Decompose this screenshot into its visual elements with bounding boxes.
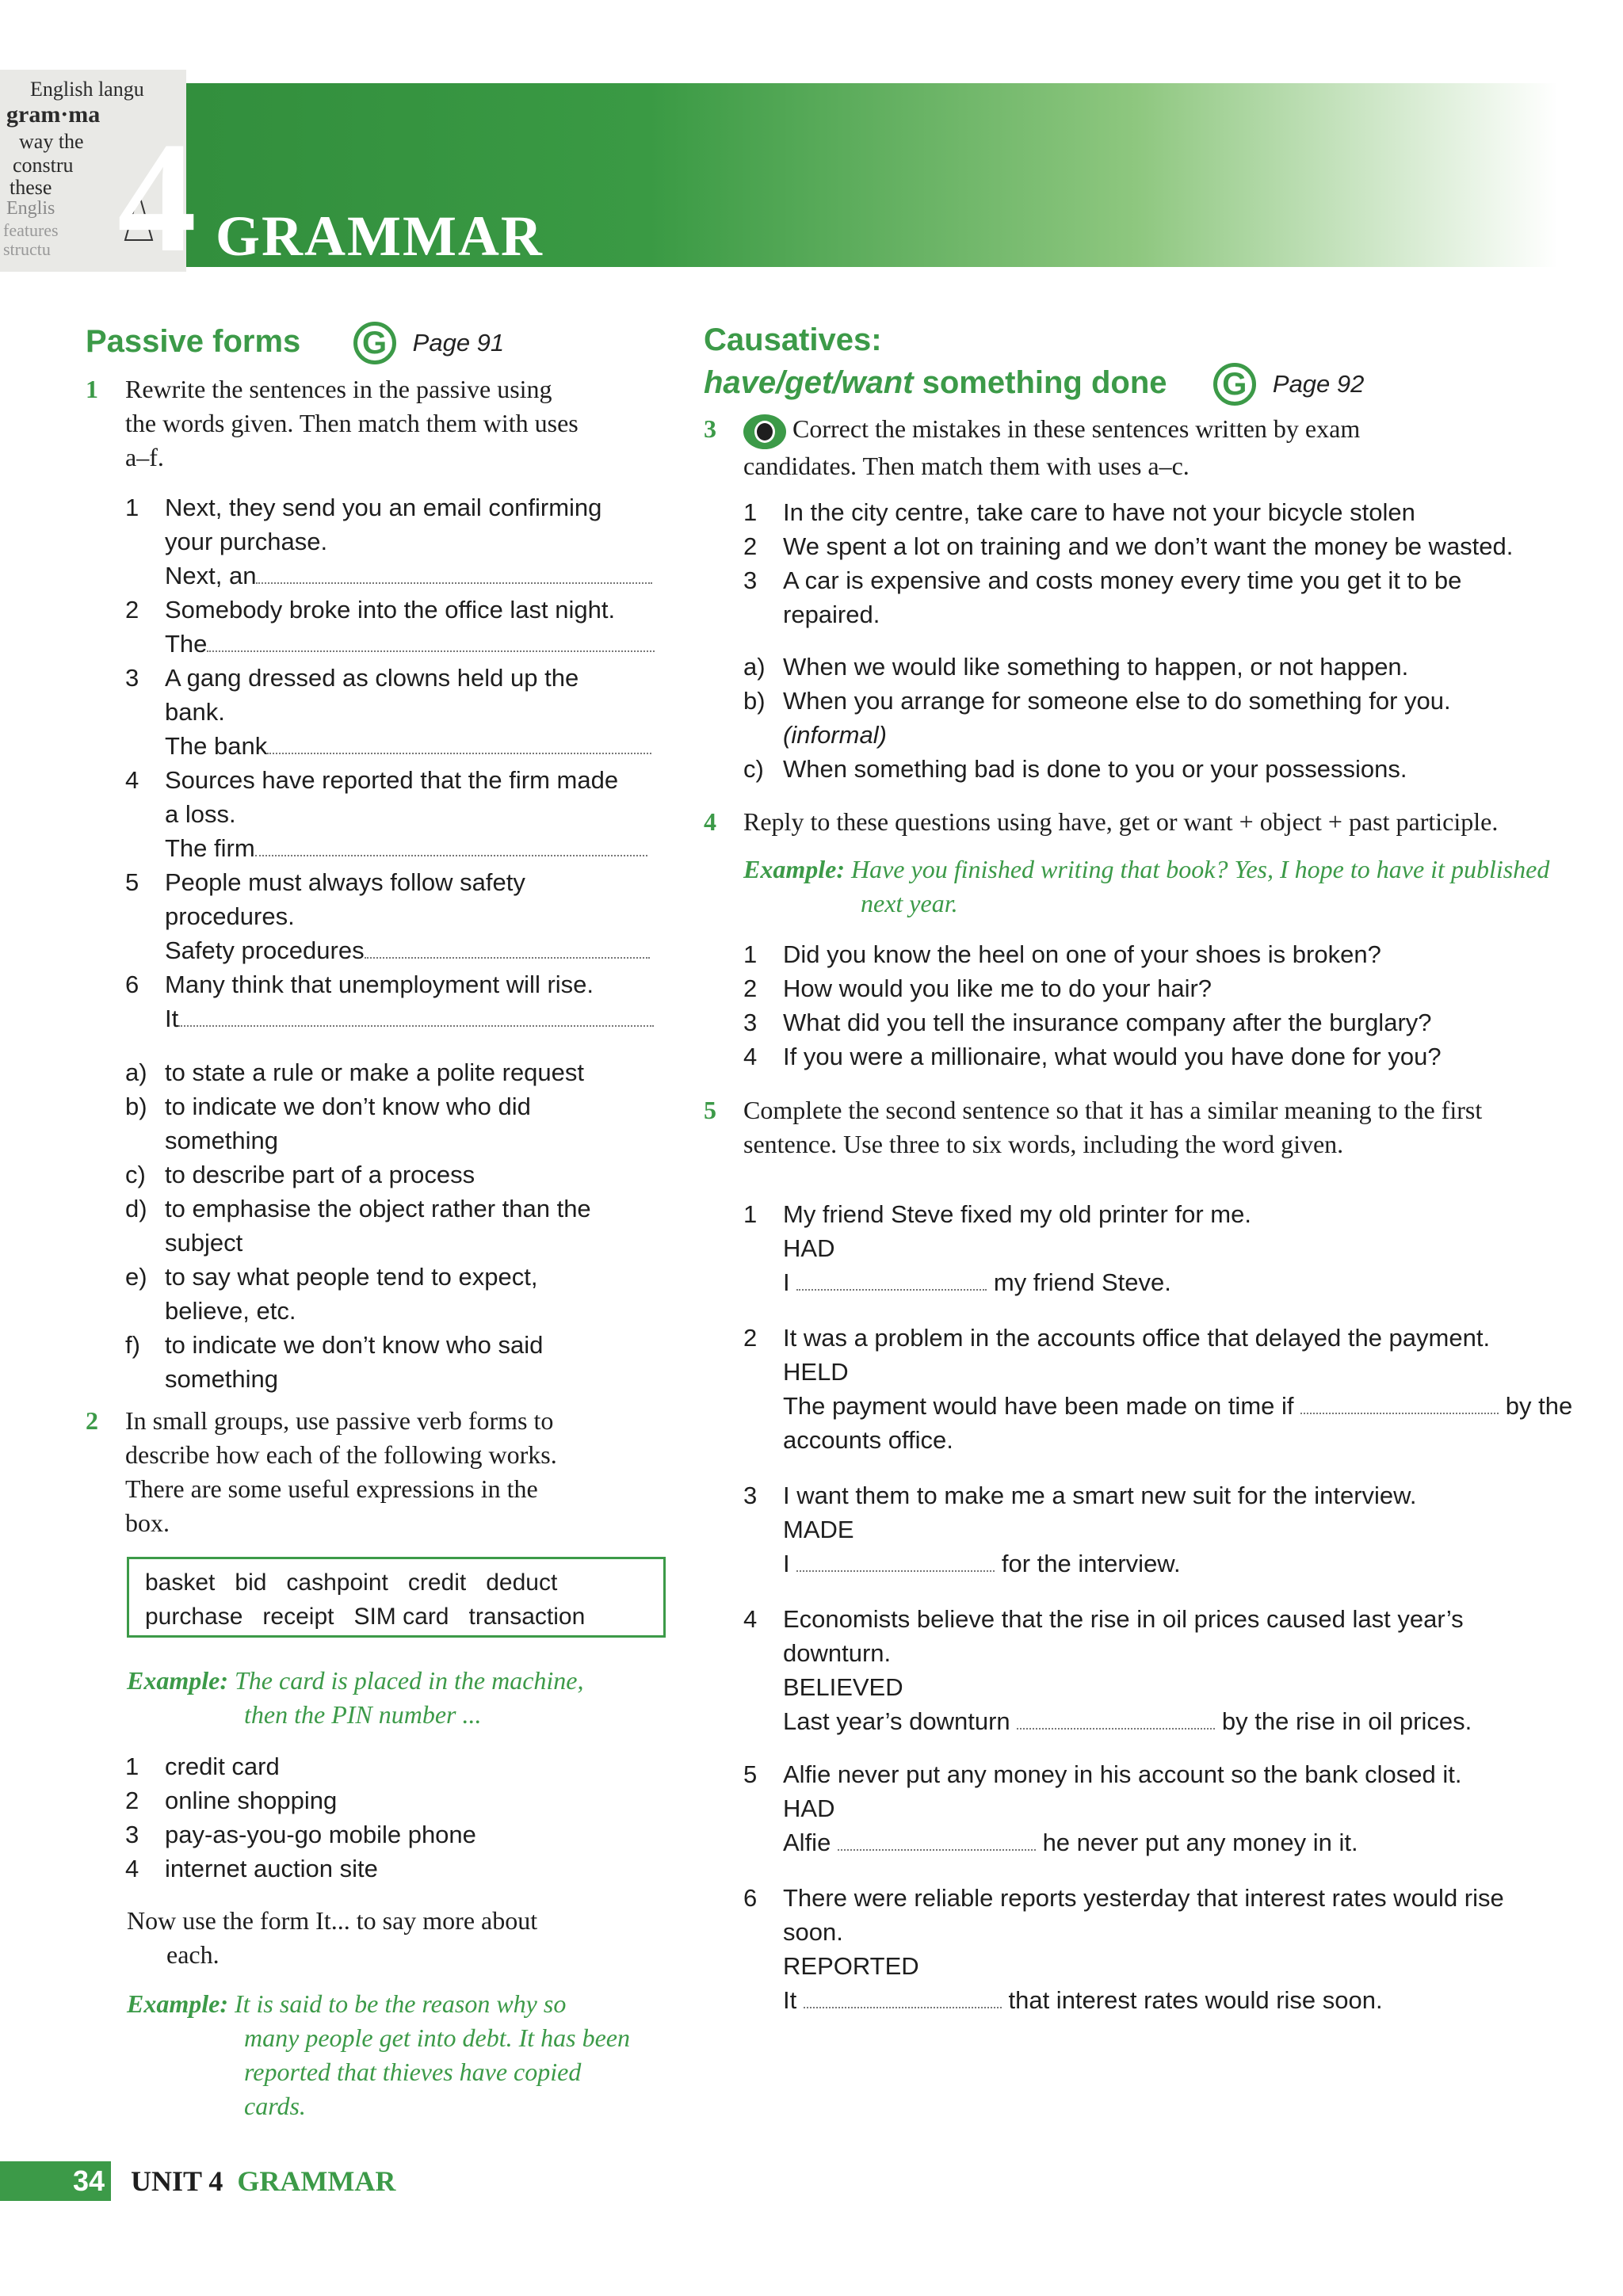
list-item: 1 Did you know the heel on one of your shoes is broken? xyxy=(743,940,1381,968)
exercise-2-items xyxy=(125,1749,680,1886)
answer-line[interactable]: The xyxy=(125,627,680,661)
dict-line: these xyxy=(10,176,52,199)
key-word: MADE xyxy=(783,1516,854,1543)
exercise-1-instructions: Rewrite the sentences in the passive using the words given. Then match them with uses a–f. xyxy=(125,375,579,471)
unit-number: 4 xyxy=(117,110,197,285)
exercise-2-followup: Now use the form It... to say more about each. xyxy=(127,1906,538,1969)
exercise-3-items: 1 In the city centre, take care to have not your bicycle stolen 2 We spent a lot on training and we don’t want the money be wasted. 3 A car is expensive and costs money every time you get it to be repaired. xyxy=(743,495,1615,631)
exercise-3-uses: a) When we would like something to happen, or not happen. b) When you arrange for someone else to do something for you. (informal) c) When something bad is done to you or your possessions. xyxy=(743,653,1451,783)
list-item: 4 internet auction site xyxy=(125,1855,378,1882)
answer-line[interactable]: It that interest rates would rise soon. xyxy=(783,1986,1383,2014)
list-item: 3 pay-as-you-go mobile phone xyxy=(125,1821,476,1848)
list-item: 6 Many think that unemployment will rise. xyxy=(125,971,594,998)
answer-line[interactable]: I for the interview. xyxy=(783,1550,1181,1577)
exercise-1-number: 1 xyxy=(86,375,98,403)
page-number: 34 xyxy=(0,2161,111,2201)
grammar-reference-icon: G xyxy=(353,322,396,364)
exercise-5-instructions: Complete the second sentence so that it has a similar meaning to the first sentence. Use three to six words, including the word given. xyxy=(743,1096,1483,1158)
dict-line: constru xyxy=(13,154,74,177)
exercise-2-example-2: Example: It is said to be the reason why so many people get into debt. It has been reported that thieves have copied cards. xyxy=(127,1989,630,2120)
exercise-5-item-3: 3 I want them to make me a smart new suit for the interview. MADE I for the interview. xyxy=(743,1478,1615,1581)
exercise-2-example: Example: The card is placed in the machine, then the PIN number ... xyxy=(127,1666,584,1729)
list-item: 3 What did you tell the insurance company after the burglary? xyxy=(743,1009,1432,1036)
list-item: 3 A car is expensive and costs money every time you get it to be xyxy=(743,566,1462,594)
exercise-5-item-1: 1 My friend Steve fixed my old printer for me. HAD I my friend Steve. xyxy=(743,1197,1615,1299)
exercise-4-instructions: Reply to these questions using have, get or want + object + past participle. xyxy=(743,807,1499,836)
answer-line[interactable]: Next, an xyxy=(125,559,680,593)
exercise-5-item-2: 2 It was a problem in the accounts office that delayed the payment. HELD The payment would have been made on time if by the accounts office. xyxy=(743,1321,1615,1457)
exercise-1-items: 1 Next, they send you an email confirming your purchase. Next, an 2 Somebody broke into the office last night. The 3 A gang dressed as clowns held up the bank. The bank 4 Sources have reported that the firm made a loss. The firm 5 People must always follow safety procedures. Safety procedures 6 Many think that unemployment will rise. It xyxy=(125,490,680,1035)
exercise-5-item-6: 6 There were reliable reports yesterday that interest rates would rise soon. REPORTED It that interest rates would rise soon. xyxy=(743,1881,1615,2017)
exercise-1-uses: a) to state a rule or make a polite request b) to indicate we don’t know who did something c) to describe part of a process d) to emphasise the object rather than the subject e) to say what people tend to expect, believe, etc. f) to indicate we don’t know who said something xyxy=(125,1058,591,1393)
causatives-heading: Causatives: have/get/want something done G Page 92 xyxy=(704,318,1364,406)
exercise-5-item-4: 4 Economists believe that the rise in oil prices caused last year’s downturn. BELIEVED Last year’s downturn by the rise in oil prices. xyxy=(743,1602,1615,1738)
expressions-box: basket bid cashpoint credit deduct purchase receipt SIM card transaction xyxy=(127,1557,666,1638)
list-item: 2 Somebody broke into the office last night. xyxy=(125,596,616,624)
answer-line[interactable]: The bank xyxy=(125,729,680,763)
footer-label: UNIT 4 GRAMMAR xyxy=(131,2165,396,2197)
answer-line[interactable]: Safety procedures xyxy=(125,933,680,967)
list-item: 2 We spent a lot on training and we don’t want the money be wasted. xyxy=(743,532,1514,560)
list-item: 5 People must always follow safety xyxy=(125,868,525,896)
answer-line[interactable]: The firm xyxy=(125,831,680,865)
exercise-4-number: 4 xyxy=(704,807,716,836)
exercise-5-item-5: 5 Alfie never put any money in his account so the bank closed it. HAD Alfie he never put any money in it. xyxy=(743,1757,1615,1859)
dict-line: features xyxy=(3,220,59,240)
list-item: 4 If you were a millionaire, what would you have done for you? xyxy=(743,1043,1442,1070)
grammar-reference-icon: G xyxy=(1213,363,1256,406)
answer-line[interactable]: Alfie he never put any money in it. xyxy=(783,1829,1358,1856)
dict-line: English langu xyxy=(30,78,144,101)
exercise-5-number: 5 xyxy=(704,1096,716,1124)
key-word: HELD xyxy=(783,1358,849,1386)
exercise-2-instructions: In small groups, use passive verb forms to describe how each of the following works. There are some useful expressions in the box. xyxy=(125,1406,557,1537)
list-item: 4 Sources have reported that the firm made xyxy=(125,766,619,794)
list-item: 2 online shopping xyxy=(125,1787,338,1814)
exercise-3-number: 3 xyxy=(704,414,716,443)
exercise-4-items xyxy=(743,937,1615,1074)
dict-line: structu xyxy=(3,239,51,259)
answer-line[interactable]: It xyxy=(125,1001,680,1035)
section-title: Causatives: xyxy=(704,322,882,357)
answer-line[interactable]: The payment would have been made on time if by the xyxy=(783,1392,1573,1420)
list-item: 1 In the city centre, take care to have not your bicycle stolen xyxy=(743,498,1415,526)
page-reference: Page 91 xyxy=(412,329,505,357)
key-word: HAD xyxy=(783,1234,835,1262)
exercise-2-number: 2 xyxy=(86,1406,98,1435)
key-word: REPORTED xyxy=(783,1952,919,1980)
passive-heading xyxy=(86,319,504,365)
key-word: HAD xyxy=(783,1794,835,1822)
list-item: 1 credit card xyxy=(125,1753,280,1780)
dict-line: gram·ma xyxy=(6,101,101,128)
list-item: 1 Next, they send you an email confirming xyxy=(125,494,602,521)
exam-tip-icon xyxy=(743,414,786,449)
unit-title: GRAMMAR xyxy=(216,204,544,268)
dict-line: Englis xyxy=(6,198,55,219)
dict-line: way the xyxy=(19,130,84,153)
answer-line[interactable]: Last year’s downturn by the rise in oil prices. xyxy=(783,1707,1472,1735)
section-title: Passive forms xyxy=(86,324,301,359)
list-item: 2 How would you like me to do your hair? xyxy=(743,974,1212,1002)
key-word: BELIEVED xyxy=(783,1673,903,1701)
exercise-3-instructions: Correct the mistakes in these sentences written by exam candidates. Then match them with uses a–c. xyxy=(743,414,1361,480)
answer-line[interactable]: I my friend Steve. xyxy=(783,1268,1171,1296)
list-item: 3 A gang dressed as clowns held up the xyxy=(125,664,579,692)
page-reference: Page 92 xyxy=(1272,370,1365,399)
exercise-4-example: Example: Have you finished writing that book? Yes, I hope to have it published next year. xyxy=(743,855,1550,917)
